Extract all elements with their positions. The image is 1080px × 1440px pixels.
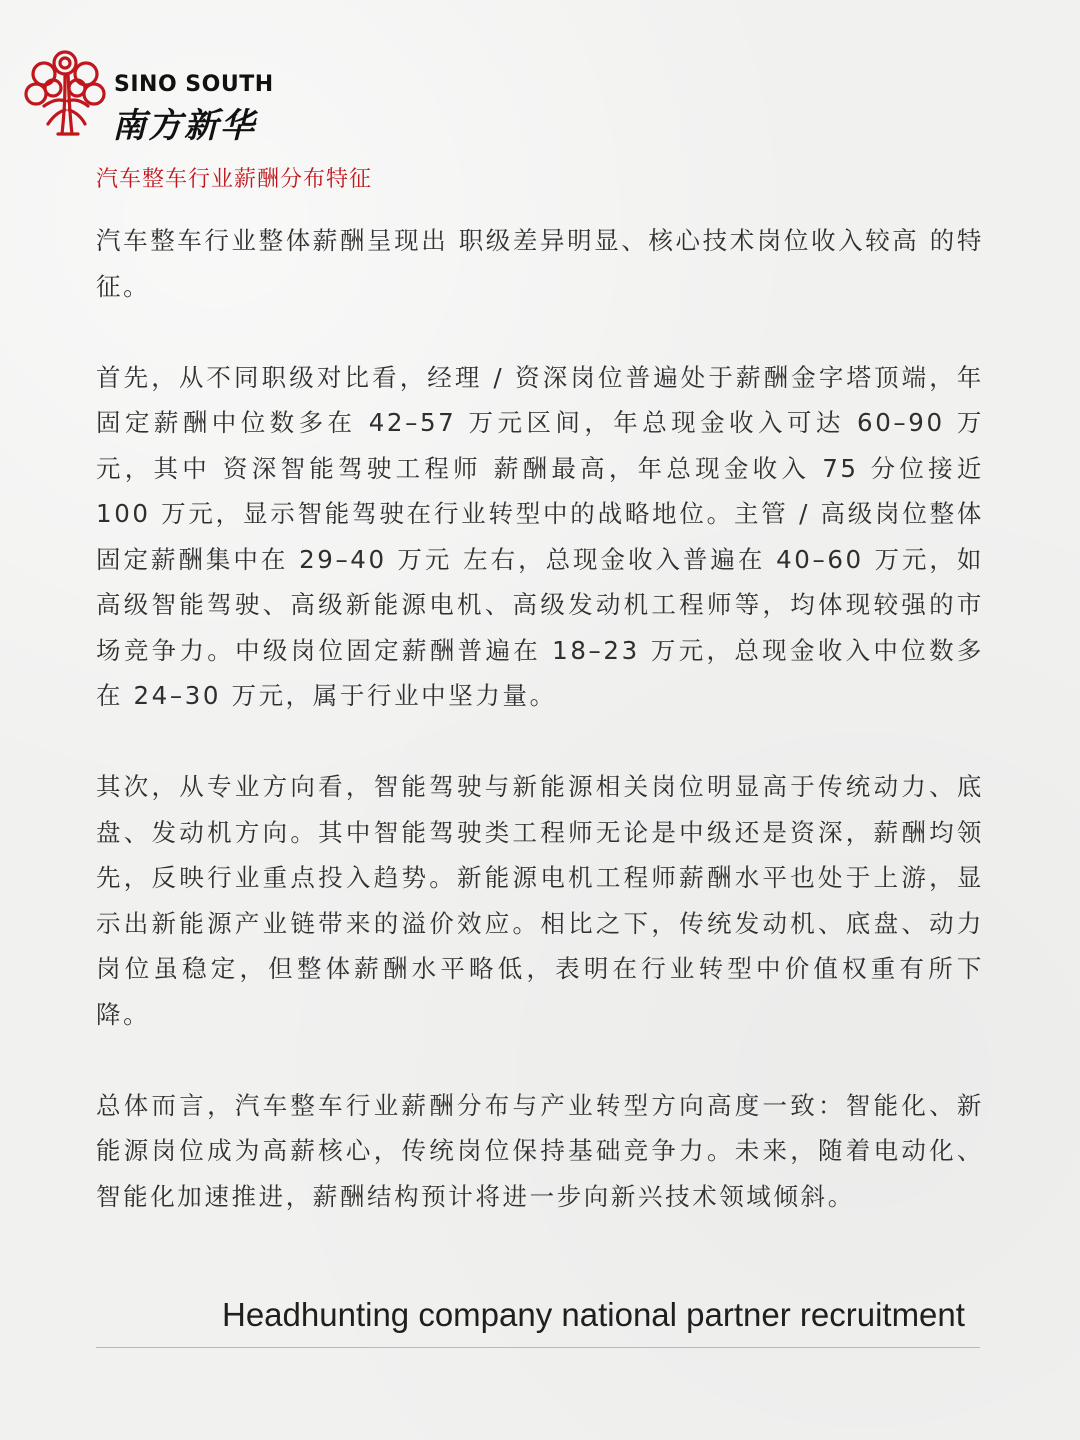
paragraph-job-level: 首先，从不同职级对比看，经理 / 资深岗位普遍处于薪酬金字塔顶端，年固定薪酬中位数多在 42–57 万元区间，年总现金收入可达 60–90 万元，其中 资深智能驾驶工程师 薪酬最高，年总现金收入 75 分位接近100 万元，显示智能驾驶在行业转型中的战略地位。主管 / 高级岗位整体固定薪酬集中在 29–40 万元 左右，总现金收入普遍在 40–60 万元，如高级智能驾驶、高级新能源电机、高级发动机工程师等，均体现较强的市场竞争力。中级岗位固定薪酬普遍在 18–23 万元，总现金收入中位数多在 24–30 万元，属于行业中坚力量。 [96, 362, 984, 710]
paragraph-specialty: 其次，从专业方向看，智能驾驶与新能源相关岗位明显高于传统动力、底盘、发动机方向。其中智能驾驶类工程师无论是中级还是资深，薪酬均领先，反映行业重点投入趋势。新能源电机工程师薪酬水平也处于上游，显示出新能源产业链带来的溢价效应。相比之下，传统发动机、底盘、动力岗位虽稳定，但整体薪酬水平略低，表明在行业转型中价值权重有所下降。 [96, 772, 984, 1029]
paragraph-summary: 总体而言，汽车整车行业薪酬分布与产业转型方向高度一致：智能化、新能源岗位成为高薪核心，传统岗位保持基础竞争力。未来，随着电动化、智能化加速推进，薪酬结构预计将进一步向新兴技术领域倾斜。 [96, 1090, 984, 1211]
section-title: 汽车整车行业薪酬分布特征 [96, 167, 373, 192]
brand-name-english: SINO SOUTH [114, 72, 274, 97]
brand-name-chinese: 南方新华 [112, 106, 256, 146]
brand-logo [22, 46, 274, 146]
article-body [96, 218, 984, 1219]
footer-divider [96, 1347, 980, 1348]
tree-logo-icon [22, 46, 108, 140]
footer-tagline: Headhunting company national partner recruitment [222, 1296, 965, 1333]
paragraph-intro: 汽车整车行业整体薪酬呈现出 职级差异明显、核心技术岗位收入较高 的特征。 [96, 226, 984, 301]
